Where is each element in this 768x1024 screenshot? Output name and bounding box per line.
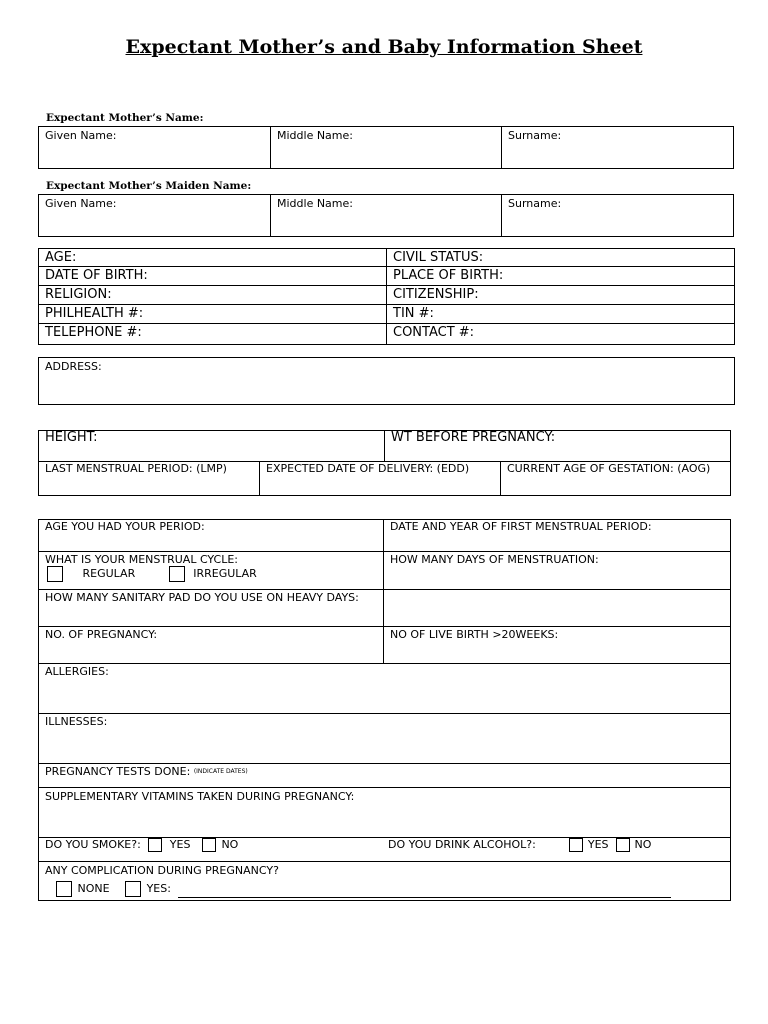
lmp-field[interactable]: LAST MENSTRUAL PERIOD: (LMP) [45,462,227,475]
smoke-yes-checkbox[interactable] [148,838,162,852]
address-field[interactable]: ADDRESS: [45,360,102,373]
smoke-yes-label: YES [169,838,191,851]
weight-before-pregnancy-field[interactable]: WT BEFORE PREGNANCY: [391,430,556,445]
regular-label: REGULAR [82,567,136,580]
regular-checkbox[interactable] [47,566,63,582]
allergies-field[interactable]: ALLERGIES: [45,665,109,678]
maiden-name-label: Expectant Mother’s Maiden Name: [46,180,252,192]
citizenship-field[interactable]: CITIZENSHIP: [393,287,479,302]
telephone-field[interactable]: TELEPHONE #: [45,325,142,340]
mother-surname-field[interactable]: Surname: [508,129,562,142]
smoke-no-label: NO [221,838,239,851]
mother-given-name-field[interactable]: Given Name: [45,129,117,142]
complication-yes-label: YES: [146,882,171,895]
date-of-birth-field[interactable]: DATE OF BIRTH: [45,268,148,283]
maiden-middle-name-field[interactable]: Middle Name: [277,197,353,210]
religion-field[interactable]: RELIGION: [45,287,112,302]
mother-name-label: Expectant Mother’s Name: [46,112,204,124]
page-title: Expectant Mother’s and Baby Information Sheet [125,36,643,58]
alcohol-yes-checkbox[interactable] [569,838,583,852]
age-field[interactable]: AGE: [45,250,77,265]
civil-status-field[interactable]: CIVIL STATUS: [393,250,484,265]
number-of-pregnancy-field[interactable]: NO. OF PREGNANCY: [45,628,158,641]
cycle-options [47,566,257,582]
irregular-checkbox[interactable] [169,566,185,582]
days-menstruation-field[interactable]: HOW MANY DAYS OF MENSTRUATION: [390,553,599,566]
smoke-row [45,838,238,852]
tin-field[interactable]: TIN #: [393,306,434,321]
aog-field[interactable]: CURRENT AGE OF GESTATION: (AOG) [507,462,711,475]
maiden-surname-field[interactable]: Surname: [508,197,562,210]
maiden-given-name-field[interactable]: Given Name: [45,197,117,210]
philhealth-field[interactable]: PHILHEALTH #: [45,306,144,321]
contact-field[interactable]: CONTACT #: [393,325,475,340]
complication-options [56,881,171,897]
smoke-no-checkbox[interactable] [202,838,216,852]
complication-none-checkbox[interactable] [56,881,72,897]
first-period-date-field[interactable]: DATE AND YEAR OF FIRST MENSTRUAL PERIOD: [390,520,652,533]
sanitary-pad-field[interactable]: HOW MANY SANITARY PAD DO YOU USE ON HEAVY DAYS: [45,591,359,604]
alcohol-no-checkbox[interactable] [616,838,630,852]
complication-label: ANY COMPLICATION DURING PREGNANCY? [45,864,279,877]
indicate-dates-note: (INDICATE DATES) [193,768,248,775]
complication-details-line[interactable] [178,897,671,898]
complication-yes-checkbox[interactable] [125,881,141,897]
height-field[interactable]: HEIGHT: [45,430,98,445]
alcohol-label: DO YOU DRINK ALCOHOL?: [388,838,536,851]
place-of-birth-field[interactable]: PLACE OF BIRTH: [393,268,504,283]
mother-middle-name-field[interactable]: Middle Name: [277,129,353,142]
age-had-period-field[interactable]: AGE YOU HAD YOUR PERIOD: [45,520,205,533]
menstrual-cycle-label: WHAT IS YOUR MENSTRUAL CYCLE: [45,553,239,566]
alcohol-no-label: NO [634,838,652,851]
edd-field[interactable]: EXPECTED DATE OF DELIVERY: (EDD) [266,462,470,475]
complication-none-label: NONE [77,882,110,895]
live-birth-field[interactable]: NO OF LIVE BIRTH >20WEEKS: [390,628,559,641]
alcohol-row [388,838,651,852]
vitamins-field[interactable]: SUPPLEMENTARY VITAMINS TAKEN DURING PREGNANCY: [45,790,355,803]
smoke-label: DO YOU SMOKE?: [45,838,141,851]
illnesses-field[interactable]: ILLNESSES: [45,715,108,728]
alcohol-yes-label: YES [587,838,609,851]
pregnancy-tests-field[interactable] [39,763,730,780]
irregular-label: IRREGULAR [193,567,257,580]
pregnancy-tests-label: PREGNANCY TESTS DONE: [45,765,191,778]
